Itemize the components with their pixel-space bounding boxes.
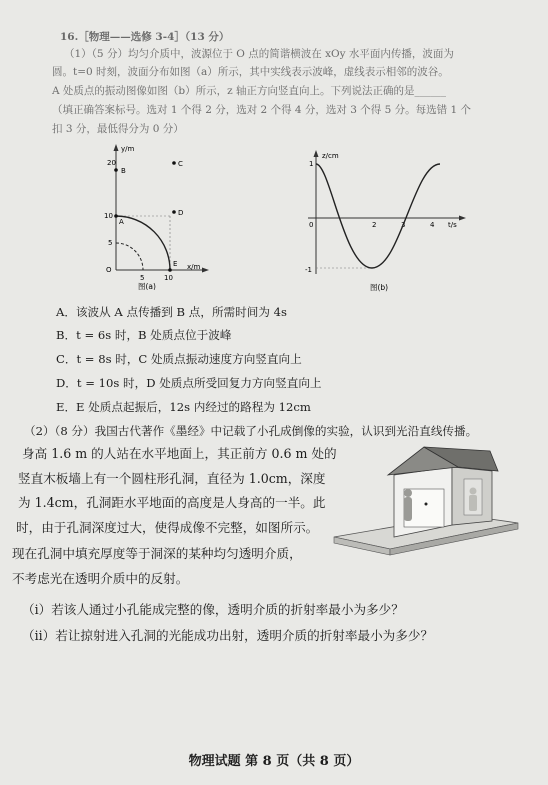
fig-b-ytick-neg1: -1 xyxy=(305,266,312,274)
fig-a-xtick-10: 10 xyxy=(164,274,173,282)
fig-b-ytick-1: 1 xyxy=(309,160,314,168)
part1-line-3: A 处质点的振动图像如图（b）所示，z 轴正方向竖直向上。下列说法正确的是______ xyxy=(52,85,447,97)
figure-a-caption: 图(a) xyxy=(138,282,156,290)
point-b: B xyxy=(121,167,126,175)
question-header: 16.［物理——选修 3-4］（13 分） xyxy=(60,31,230,43)
person-head xyxy=(404,489,412,497)
point-d: D xyxy=(178,209,184,217)
part2-line-6: 现在孔洞中填充厚度等于洞深的某种均匀透明介质， xyxy=(12,546,302,561)
fig-b-x-label: t/s xyxy=(448,221,457,229)
part2-line-7: 不考虑光在透明介质中的反射。 xyxy=(12,571,189,586)
pinhole xyxy=(425,503,428,506)
part1-line-4: （填正确答案标号。选对 1 个得 2 分，选对 2 个得 4 分，选对 3 个得 5 分。每选错 1 个 xyxy=(52,104,471,116)
part1-line-1: （1）（5 分）均匀介质中，波源位于 O 点的简谐横波在 xOy 水平面内传播，波面为 xyxy=(64,48,454,60)
option-e: E．E 处质点起振后，12s 内经过的路程为 12cm xyxy=(56,400,311,414)
fig-a-ytick-10: 10 xyxy=(104,212,113,220)
figure-b-caption: 图(b) xyxy=(370,283,389,292)
part2-line-1: （2）（8 分）我国古代著作《墨经》中记载了小孔成倒像的实验，认识到光沿直线传播。 xyxy=(24,424,478,438)
fig-a-xtick-5: 5 xyxy=(140,274,145,282)
fig-a-ytick-5: 5 xyxy=(108,239,113,247)
part2-line-5: 时，由于孔洞深度过大，使得成像不完整，如图所示。 xyxy=(16,520,319,535)
option-a: A．该波从 A 点传播到 B 点，所需时间为 4s xyxy=(56,305,287,319)
sub-question-i: （i）若该人通过小孔能成完整的像，透明介质的折射率最小为多少？ xyxy=(22,602,404,617)
fig-a-y-label: y/m xyxy=(121,145,135,153)
wave-trough-arc xyxy=(116,243,143,270)
image-body xyxy=(469,495,477,511)
image-head xyxy=(470,488,477,495)
part2-line-3: 竖直木板墙上有一个圆柱形孔洞，直径为 1.0cm，深度 xyxy=(18,471,326,486)
fig-b-origin: 0 xyxy=(309,221,314,229)
fig-a-origin: O xyxy=(106,266,112,274)
option-d: D．t = 10s 时，D 处质点所受回复力方向竖直向上 xyxy=(56,376,322,390)
pinhole-house-illustration xyxy=(332,445,522,557)
part1-line-5: 扣 3 分，最低得分为 0 分） xyxy=(52,123,184,135)
figure-b xyxy=(300,148,470,293)
sub-question-ii: （ii）若让掠射进入孔洞的光能成功出射，透明介质的折射率最小为多少？ xyxy=(22,628,434,643)
point-e: E xyxy=(173,260,178,268)
fig-a-x-label: x/m xyxy=(187,263,201,271)
person-body xyxy=(404,497,412,521)
fig-b-y-label: z/cm xyxy=(322,152,339,160)
part1-line-2: 圆。t=0 时刻，波面分布如图（a）所示，其中实线表示波峰，虚线表示相邻的波谷。 xyxy=(52,66,449,78)
wave-crest-arc xyxy=(116,216,170,270)
part2-line-4: 为 1.4cm，孔洞距水平地面的高度是人身高的一半。此 xyxy=(18,495,326,510)
option-b: B．t = 6s 时，B 处质点位于波峰 xyxy=(56,328,232,342)
point-a: A xyxy=(119,218,124,226)
fig-b-xtick-3: 3 xyxy=(401,221,406,229)
part2-line-2: 身高 1.6 m 的人站在水平地面上，其正前方 0.6 m 处的 xyxy=(22,446,337,461)
option-c: C．t = 8s 时，C 处质点振动速度方向竖直向上 xyxy=(56,352,302,366)
figure-a xyxy=(98,140,210,290)
fig-b-xtick-4: 4 xyxy=(430,221,435,229)
fig-a-ytick-20: 20 xyxy=(107,159,116,167)
point-c: C xyxy=(178,160,183,168)
fig-b-xtick-2: 2 xyxy=(372,221,377,229)
page-footer: 物理试题 第 8 页（共 8 页） xyxy=(188,754,360,769)
vibration-curve xyxy=(316,164,440,268)
